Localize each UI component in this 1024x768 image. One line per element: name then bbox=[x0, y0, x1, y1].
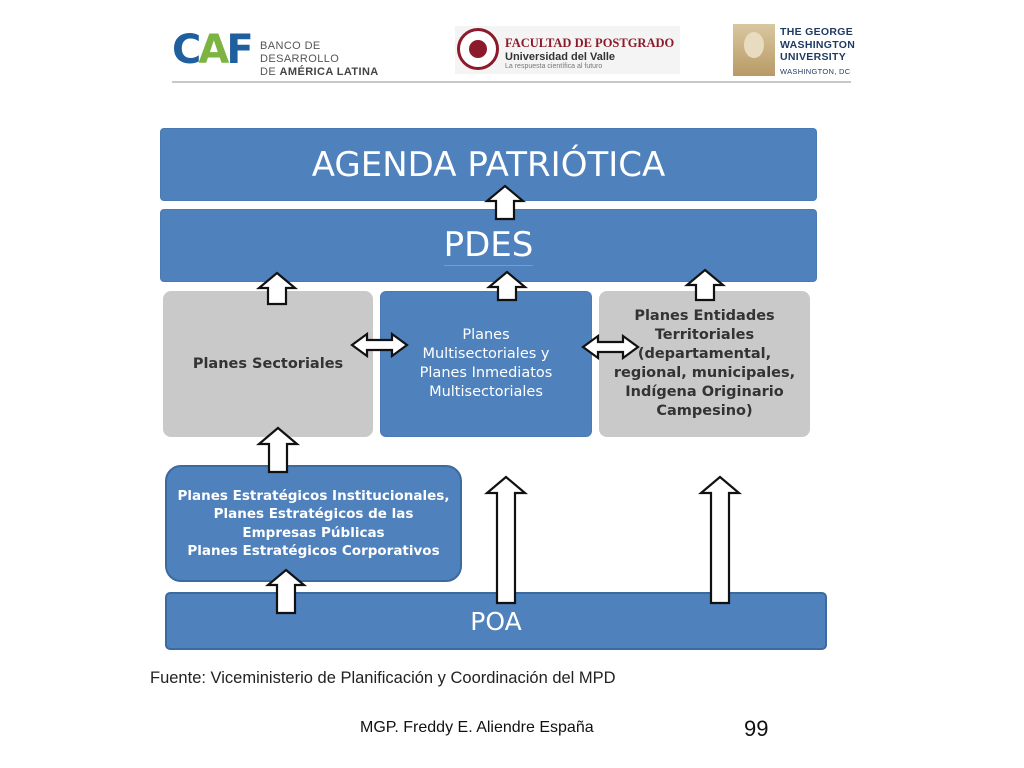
univalle-title: FACULTAD DE POSTGRADO bbox=[505, 36, 675, 50]
univalle-logo bbox=[455, 26, 680, 74]
poa-box bbox=[165, 592, 827, 650]
planes-territoriales-box bbox=[599, 291, 810, 437]
gwu-name: THE GEORGE WASHINGTON UNIVERSITY bbox=[780, 26, 856, 63]
source-caption: Fuente: Viceministerio de Planificación y Coordinación del MPD bbox=[150, 669, 616, 687]
caf-logo bbox=[172, 27, 402, 78]
caf-logo-text: BANCO DE DESARROLLO DE AMÉRICA LATINA bbox=[260, 40, 379, 78]
university-seal-icon bbox=[457, 28, 499, 70]
planes-estrategicos-label: Planes Estratégicos Institucionales, Planes Estratégicos de las Empresas Públicas Planes Estratégicos Corporativos bbox=[177, 487, 450, 559]
caf-logo-mark: CAF bbox=[172, 27, 251, 73]
header-divider bbox=[172, 81, 851, 83]
planes-sectoriales-box bbox=[163, 291, 373, 437]
univalle-subtitle: Universidad del Valle bbox=[505, 51, 616, 63]
univalle-tagline: La respuesta científica al futuro bbox=[505, 63, 603, 70]
arrow-up-poa-to-territoriales bbox=[701, 477, 739, 603]
planes-estrategicos-box bbox=[165, 465, 462, 582]
agenda-patriotica-label: AGENDA PATRIÓTICA bbox=[311, 144, 666, 185]
planes-sectoriales-label: Planes Sectoriales bbox=[192, 356, 344, 372]
agenda-patriotica-box bbox=[160, 128, 817, 201]
pdes-label: PDES bbox=[443, 225, 534, 265]
arrow-up-poa-to-multisectoriales bbox=[487, 477, 525, 603]
planes-multisectoriales-box bbox=[380, 291, 592, 437]
gwu-city: WASHINGTON, DC bbox=[780, 67, 851, 76]
page-number: 99 bbox=[744, 716, 769, 741]
pdes-box bbox=[160, 209, 817, 282]
planes-territoriales-label: Planes Entidades Territoriales (departamental, regional, municipales, Indígena Originario Campesino) bbox=[613, 308, 796, 419]
washington-portrait-icon bbox=[733, 24, 775, 76]
author-footer: MGP. Freddy E. Aliendre España bbox=[360, 719, 594, 736]
poa-label: POA bbox=[470, 606, 522, 636]
gwu-logo bbox=[733, 24, 856, 78]
planes-multisectoriales-label: Planes Multisectoriales y Planes Inmediatos Multisectoriales bbox=[419, 327, 553, 400]
